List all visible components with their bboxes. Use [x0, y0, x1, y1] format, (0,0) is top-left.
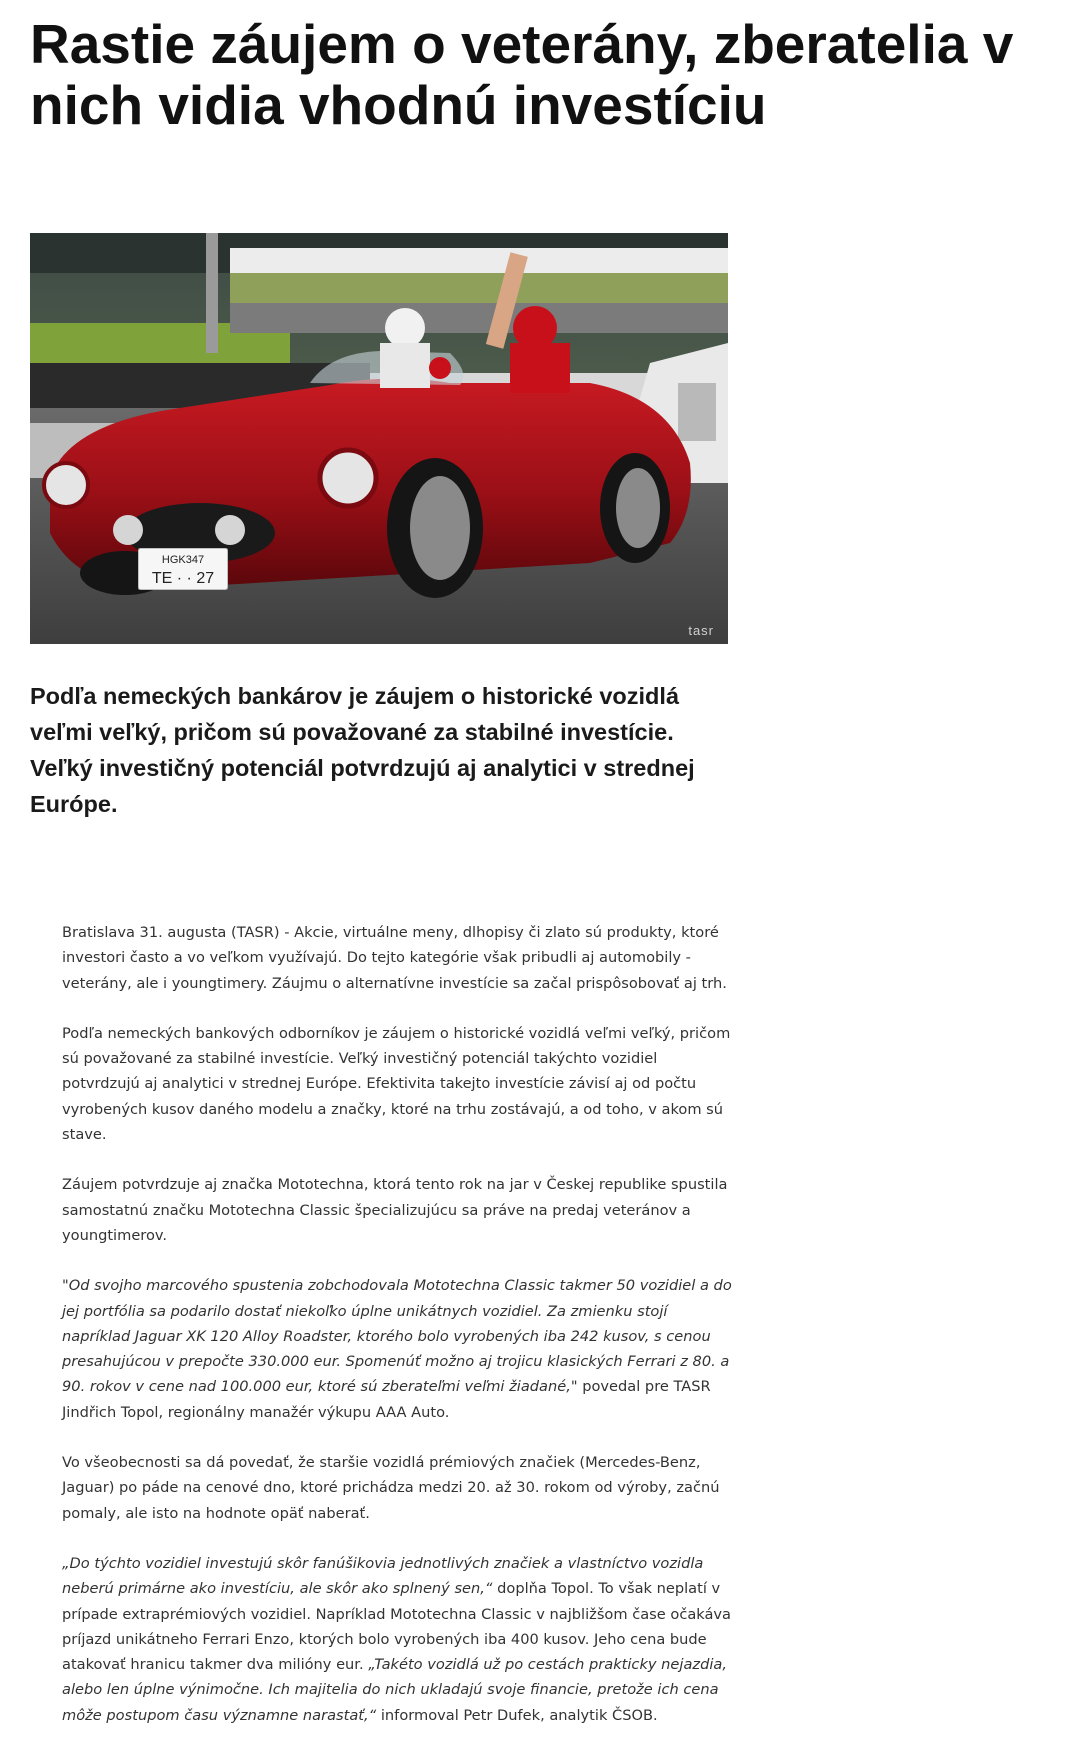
photo-watermark: tasr	[688, 623, 714, 638]
paragraph-1: Bratislava 31. augusta (TASR) - Akcie, virtuálne meny, dlhopisy či zlato sú produkty, ktoré investori často a vo veľkom využívajú. Do tejto kategórie však pribudli aj automobily - veterány, ale i youngtimery. Záujmu o alternatívne investície sa začal prispôsobovať aj trh.	[62, 924, 727, 992]
paragraph-6-attribution: informoval Petr Dufek, analytik ČSOB.	[376, 1706, 658, 1724]
paragraph-6-middle: doplňa Topol. To však neplatí v prípade extraprémiových vozidiel. Napríklad Mototechna Classic v najbližšom čase očakáva príjazd unikátneho Ferrari Enzo, ktorých bolo vyrobených iba 400 kusov. Jeho cena bude atakovať hranicu takmer dva milióny eur.	[62, 1580, 732, 1674]
license-plate-top: HGK347	[161, 554, 205, 566]
article-lead: Podľa nemeckých bankárov je záujem o historické vozidlá veľmi veľký, pričom sú považované za stabilné investície. Veľký investičný potenciál potvrdzujú aj analytici v strednej Európe.	[30, 683, 695, 817]
license-plate	[138, 548, 228, 590]
paragraph-4-attribution: povedal pre TASR Jindřich Topol, regionálny manažér výkupu AAA Auto.	[62, 1378, 711, 1421]
article-headline: Rastie záujem o veterány, zberatelia v nich vidia vhodnú investíciu	[30, 13, 1014, 136]
license-plate-bottom: TE · · 27	[151, 570, 215, 587]
article-photo	[30, 233, 728, 644]
race-car-photo	[30, 233, 728, 644]
paragraph-5: Vo všeobecnosti sa dá povedať, že staršie vozidlá prémiových značiek (Mercedes-Benz, Jaguar) po páde na cenové dno, ktoré prichádza medzi 20. až 30. rokom od výroby, začnú pomaly, ale isto na hodnote opäť naberať.	[62, 1454, 720, 1522]
paragraph-2: Podľa nemeckých bankových odborníkov je záujem o historické vozidlá veľmi veľký, pričom sú považované za stabilné investície. Veľký investičný potenciál takýchto vozidiel potvrdzujú aj analytici v strednej Európe. Efektivita takejto investície závisí aj od počtu vyrobených kusov daného modelu a značky, ktoré na trhu zostávajú, a od toho, v akom sú stave.	[62, 1024, 731, 1144]
quote-topol: "Od svojho marcového spustenia zobchodovala Mototechna Classic takmer 50 vozidiel a do jej portfólia sa podarilo dostať niekoľko úplne unikátnych vozidiel. Za zmienku stojí napríklad Jaguar XK 120 Alloy Roadster, ktorého bolo vyrobených iba 242 kusov, s cenou presahujúcou v prepočte 330.000 eur. Spomenúť možno aj trojicu klasických Ferrari z 80. a 90. rokov v cene nad 100.000 eur, ktoré sú zberateľmi veľmi žiadané,"	[62, 1277, 732, 1396]
quote-topol-2: „Do týchto vozidiel investujú skôr fanúšikovia jednotlivých značiek a vlastníctvo vozidla neberú primárne ako investíciu, ale skôr ako splnený sen,“	[62, 1554, 704, 1598]
quote-dufek: „Takéto vozidlá už po cestách prakticky nejazdia, alebo len úplne výnimočne. Ich majitelia do nich ukladajú svoje financie, pretože ich cena môže postupom času významne narastať,“	[62, 1656, 727, 1724]
paragraph-3: Záujem potvrdzuje aj značka Mototechna, ktorá tento rok na jar v Českej republike spustila samostatnú značku Mototechna Classic špecializujúcu sa práve na predaj veteránov a youngtimerov.	[62, 1176, 728, 1244]
paragraph-4	[62, 1273, 734, 1425]
paragraph-6	[62, 1551, 734, 1728]
article-body	[62, 920, 734, 1753]
